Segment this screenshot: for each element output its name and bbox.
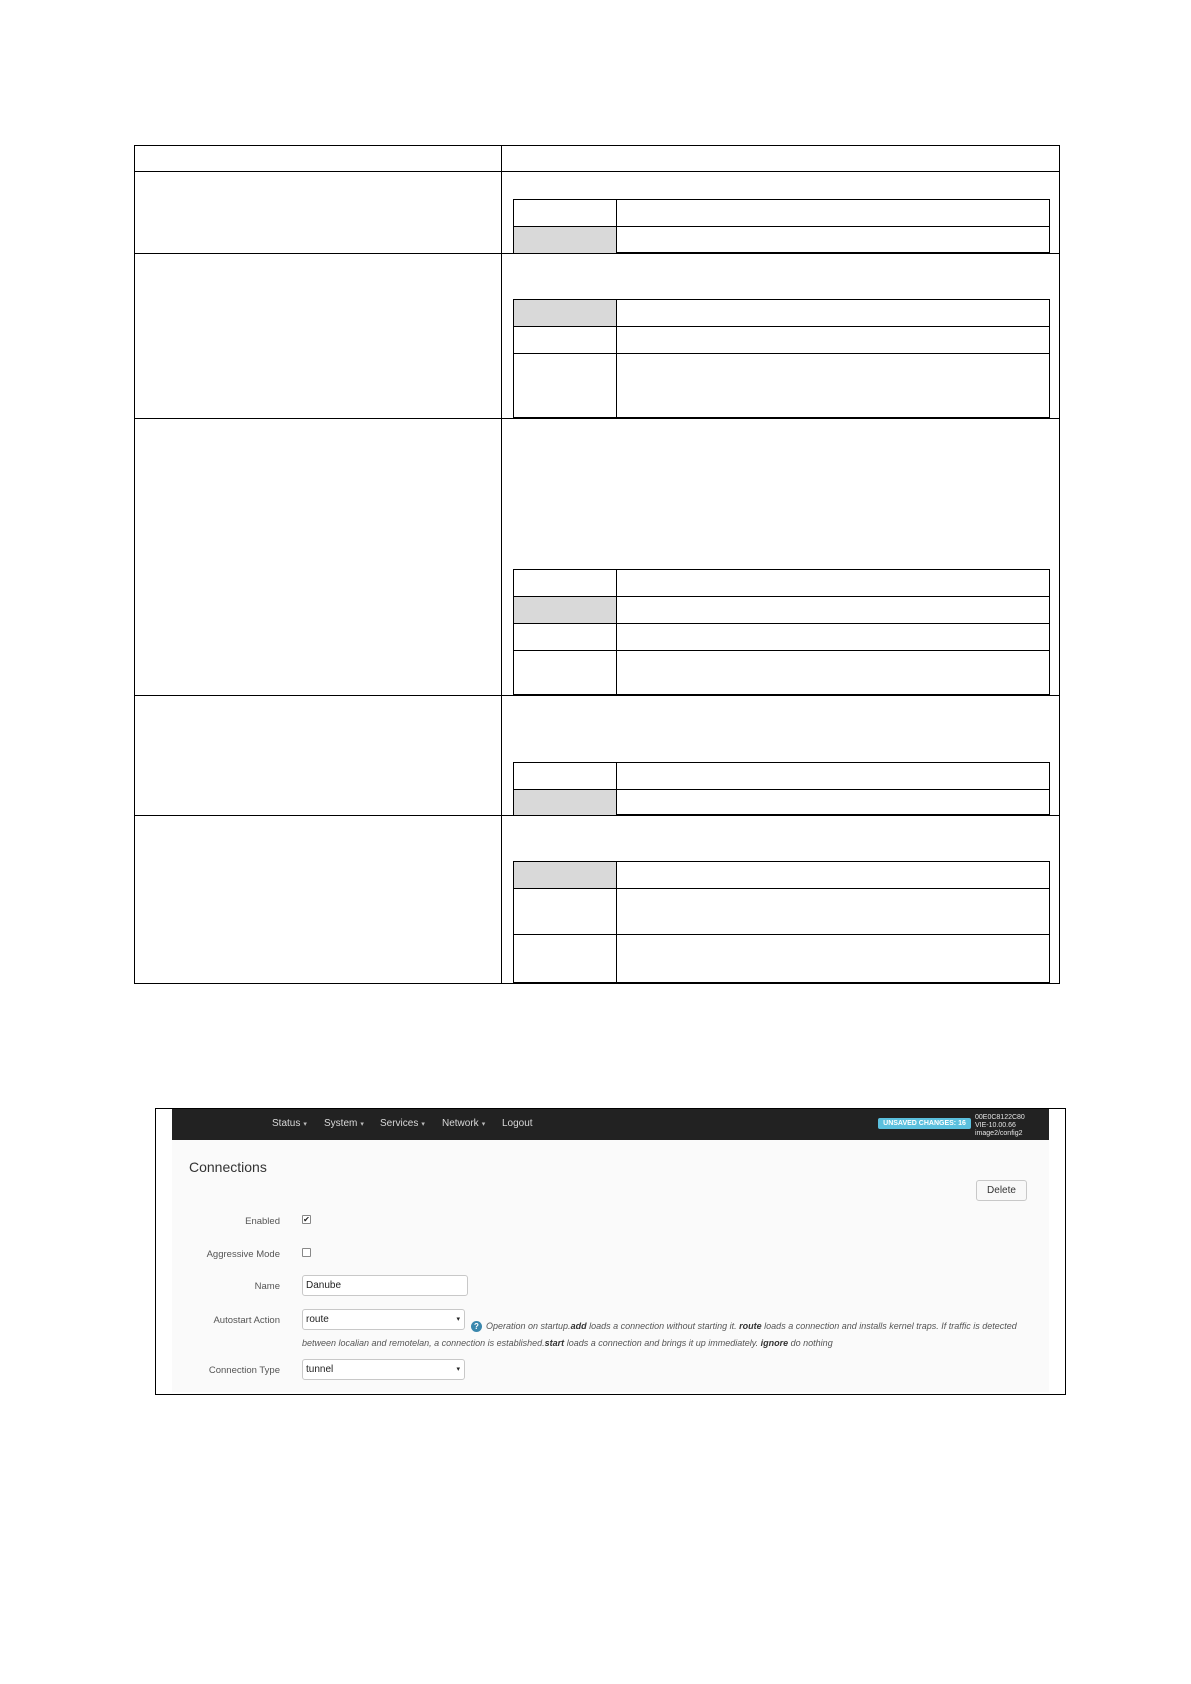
sub-table xyxy=(513,569,1050,695)
autostart-help-text: Operation on startup.add loads a connection without starting it. route loads a connection and installs kernel traps. If traffic is detected between localian and remotelan, a connection is established.start loads a connection and brings it up immediately. ignore do nothing xyxy=(302,1321,1017,1348)
chevron-down-icon: ▾ xyxy=(456,1366,460,1373)
device-info: 00E0C8122C80 VIE-10.00.66 image2/config2 xyxy=(975,1114,1025,1137)
sub-table-row xyxy=(514,934,1049,983)
nav-services[interactable]: Services ▾ xyxy=(380,1118,425,1129)
sub-table-row xyxy=(514,763,1049,790)
sub-table-row xyxy=(514,623,1049,650)
delete-button[interactable]: Delete xyxy=(976,1180,1027,1201)
webui-screenshot xyxy=(155,1108,1066,1395)
sub-table-row xyxy=(514,570,1049,597)
nav-network[interactable]: Network ▾ xyxy=(442,1118,486,1129)
sub-table-row xyxy=(514,300,1049,327)
sub-table-row xyxy=(514,326,1049,353)
nav-logout[interactable]: Logout xyxy=(502,1118,533,1129)
sub-table xyxy=(513,861,1050,983)
sub-table-row xyxy=(514,226,1049,253)
name-label: Name xyxy=(254,1281,280,1292)
sub-table xyxy=(513,199,1050,253)
nav-system[interactable]: System ▾ xyxy=(324,1118,364,1129)
table-row-divider xyxy=(135,695,1059,696)
autostart-action-select[interactable]: route ▾ xyxy=(302,1309,465,1330)
sub-table-row xyxy=(514,200,1049,227)
connection-type-select[interactable]: tunnel ▾ xyxy=(302,1359,465,1380)
aggressive-mode-checkbox[interactable] xyxy=(302,1248,311,1257)
nav-status[interactable]: Status ▾ xyxy=(272,1118,307,1129)
chevron-down-icon: ▾ xyxy=(456,1316,460,1323)
table-column-divider xyxy=(501,146,502,983)
aggressive-mode-label: Aggressive Mode xyxy=(206,1249,280,1260)
sub-table xyxy=(513,299,1050,418)
sub-table-row xyxy=(514,789,1049,815)
name-input[interactable]: Danube xyxy=(302,1275,468,1296)
top-navbar xyxy=(172,1109,1049,1140)
table-row-divider xyxy=(135,815,1059,816)
info-icon[interactable]: ? xyxy=(471,1321,482,1332)
chevron-down-icon: ▾ xyxy=(303,1121,307,1128)
sub-table-row xyxy=(514,888,1049,935)
sub-table-row xyxy=(514,650,1049,695)
autostart-action-label: Autostart Action xyxy=(213,1315,280,1326)
enabled-checkbox[interactable]: ✔ xyxy=(303,1215,310,1224)
sub-table-row xyxy=(514,353,1049,418)
sub-table-row xyxy=(514,862,1049,889)
table-header-divider xyxy=(135,171,1059,172)
chevron-down-icon: ▾ xyxy=(360,1121,364,1128)
enabled-label: Enabled xyxy=(245,1216,280,1227)
connection-type-label: Connection Type xyxy=(208,1365,280,1376)
parameter-table xyxy=(134,145,1060,984)
sub-table-row xyxy=(514,596,1049,624)
chevron-down-icon: ▾ xyxy=(421,1121,425,1128)
page-title: Connections xyxy=(189,1159,267,1175)
table-row-divider xyxy=(135,418,1059,419)
unsaved-changes-badge[interactable]: UNSAVED CHANGES: 16 xyxy=(878,1118,971,1129)
sub-table xyxy=(513,762,1050,815)
chevron-down-icon: ▾ xyxy=(481,1121,486,1128)
table-row-divider xyxy=(135,253,1059,254)
page-content xyxy=(172,1140,1049,1392)
